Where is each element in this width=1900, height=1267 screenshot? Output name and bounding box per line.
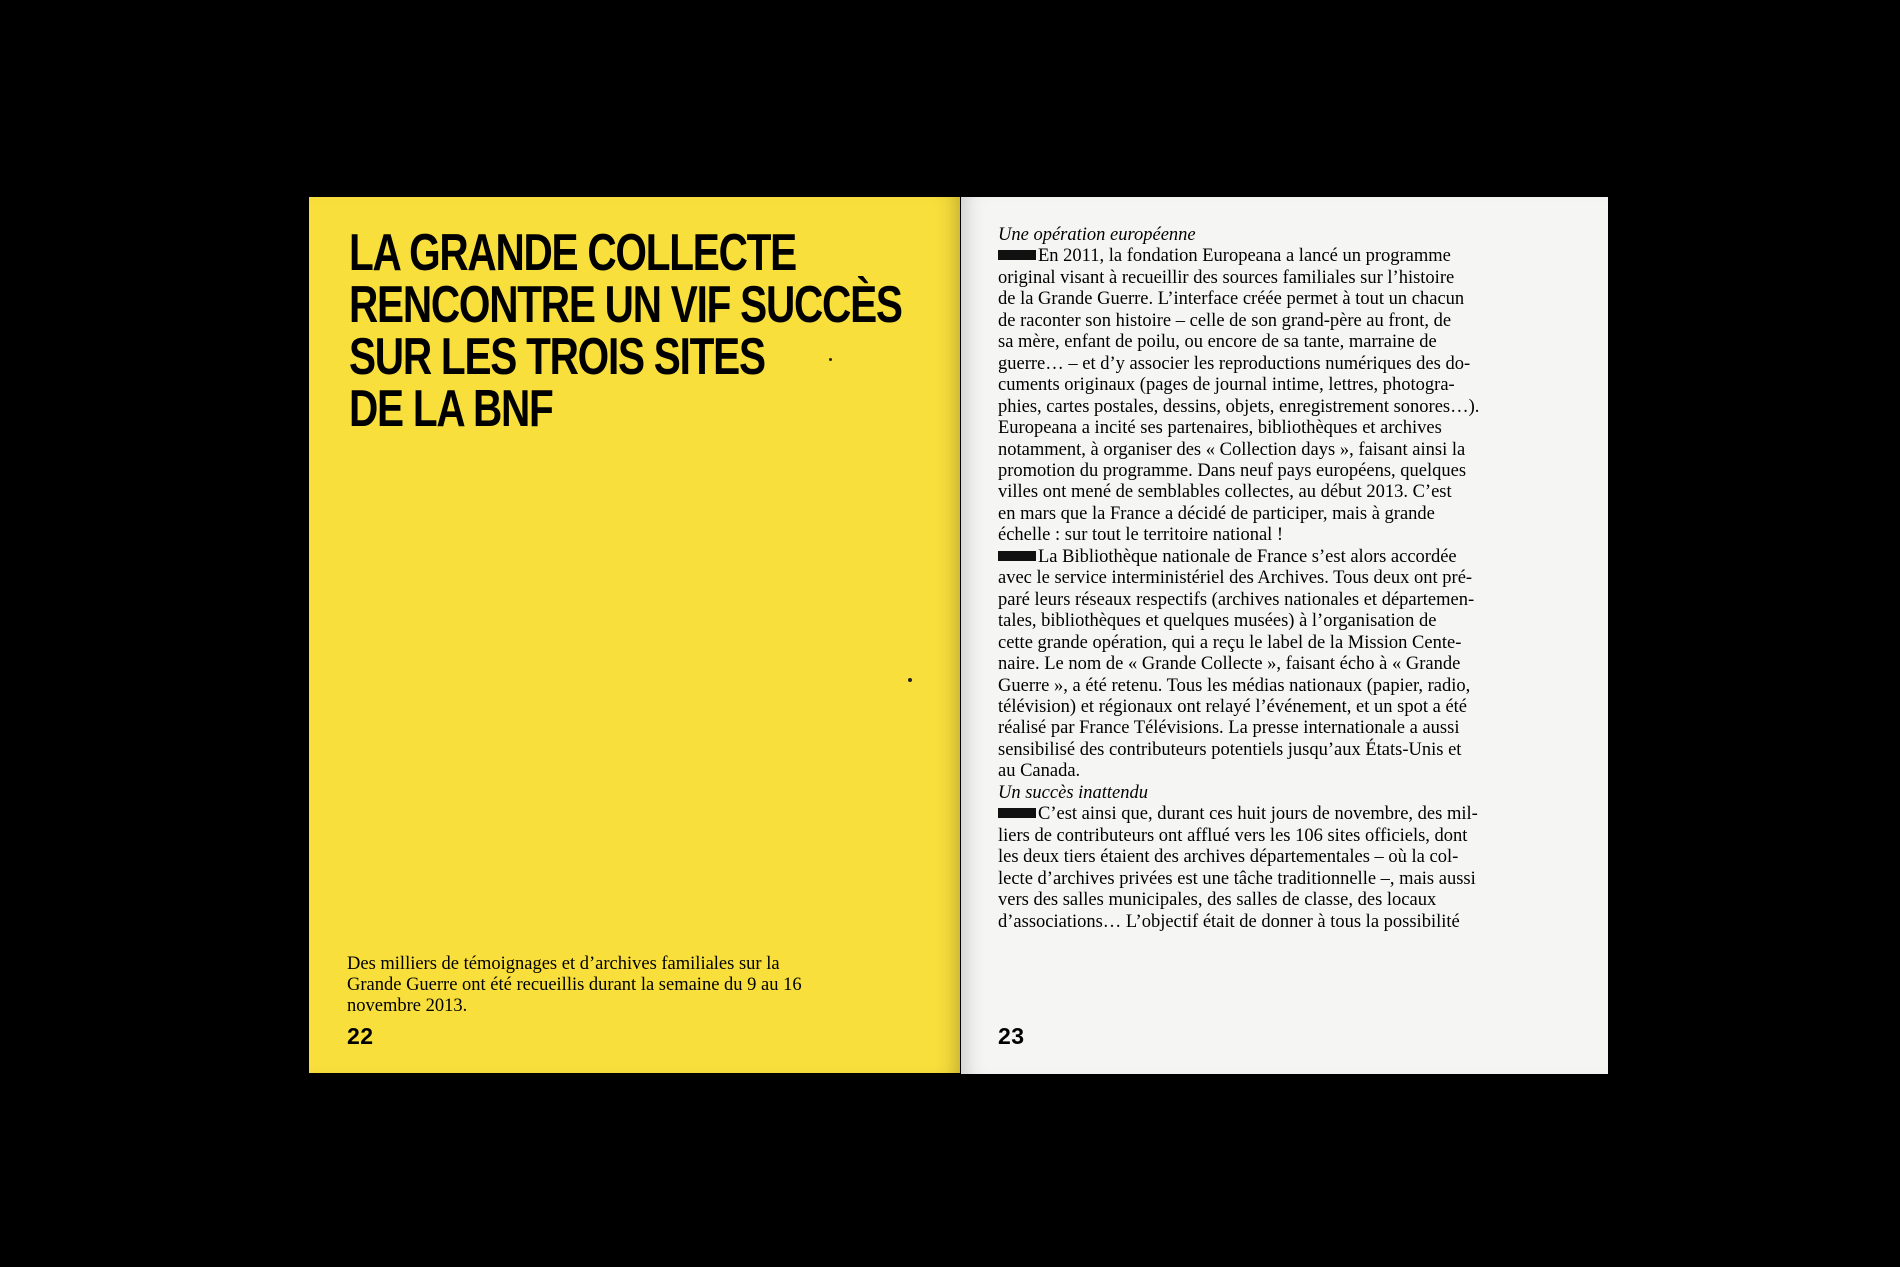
body-line: sa mère, enfant de poilu, ou encore de sa tante, marraine de <box>998 332 1437 353</box>
paper-speck <box>829 358 832 361</box>
headline-line: RENCONTRE UN VIF SUCCÈS <box>349 276 902 334</box>
paragraph-bar-icon <box>998 551 1036 561</box>
body-line: tales, bibliothèques et quelques musées) à l’organisation de <box>998 611 1437 632</box>
paragraph-bar-icon <box>998 808 1036 818</box>
paper-speck <box>908 678 912 682</box>
body-line: télévision) et régionaux ont relayé l’événement, et un spot a été <box>998 696 1468 717</box>
body-line: guerre… – et d’y associer les reproductions numériques des do- <box>998 353 1471 374</box>
body-text <box>998 225 1588 933</box>
body-line: cuments originaux (pages de journal intime, lettres, photogra- <box>998 375 1455 396</box>
body-line: Europeana a incité ses partenaires, bibliothèques et archives <box>998 418 1442 439</box>
headline-line: SUR LES TROIS SITES <box>349 328 765 386</box>
body-line: de la Grande Guerre. L’interface créée permet à tout un chacun <box>998 289 1465 310</box>
section-heading: Un succès inattendu <box>998 782 1149 803</box>
body-line: avec le service interministériel des Archives. Tous deux ont pré- <box>998 568 1473 589</box>
left-page <box>309 197 960 1073</box>
body-line: au Canada. <box>998 761 1081 782</box>
paragraph-start <box>998 804 1588 825</box>
body-line: lecte d’archives privées est une tâche traditionnelle –, mais aussi <box>998 868 1476 889</box>
body-line: cette grande opération, qui a reçu le label de la Mission Cente- <box>998 632 1462 653</box>
body-line: en mars que la France a décidé de participer, mais à grande <box>998 503 1435 524</box>
body-line: réalisé par France Télévisions. La presse internationale a aussi <box>998 718 1460 739</box>
body-line: notamment, à organiser des « Collection days », faisant ainsi la <box>998 439 1466 460</box>
lede-paragraph <box>347 954 917 1017</box>
body-line: promotion du programme. Dans neuf pays européens, quelques <box>998 460 1467 481</box>
body-line: de raconter son histoire – celle de son grand-père au front, de <box>998 310 1452 331</box>
lede-line: Grande Guerre ont été recueillis durant la semaine du 9 au 16 <box>347 975 802 995</box>
body-line: original visant à recueillir des sources familiales sur l’histoire <box>998 267 1455 288</box>
headline-line: DE LA BNF <box>349 380 553 438</box>
body-line: villes ont mené de semblables collectes, au début 2013. C’est <box>998 482 1452 503</box>
body-line: sensibilisé des contributeurs potentiels jusqu’aux États-Unis et <box>998 739 1462 760</box>
right-page <box>961 197 1608 1074</box>
page-number: 22 <box>347 1023 374 1049</box>
paragraph-start <box>998 547 1588 568</box>
body-line: phies, cartes postales, dessins, objets, enregistrement sonores…). <box>998 396 1480 417</box>
headline-line: LA GRANDE COLLECTE <box>349 224 796 282</box>
lede-line: Des milliers de témoignages et d’archives familiales sur la <box>347 954 780 974</box>
body-line: paré leurs réseaux respectifs (archives nationales et départemen- <box>998 589 1475 610</box>
body-line: La Bibliothèque nationale de France s’est alors accordée <box>1038 546 1457 567</box>
paragraph-bar-icon <box>998 250 1036 260</box>
body-line: C’est ainsi que, durant ces huit jours de novembre, des mil- <box>1038 804 1478 825</box>
body-line: liers de contributeurs ont afflué vers les 106 sites officiels, dont <box>998 825 1468 846</box>
body-line: d’associations… L’objectif était de donner à tous la possibilité <box>998 911 1460 932</box>
headline <box>349 224 902 438</box>
section-heading: Une opération européenne <box>998 225 1196 245</box>
body-line: les deux tiers étaient des archives départementales – où la col- <box>998 847 1459 868</box>
page-number: 23 <box>998 1023 1025 1049</box>
body-line: naire. Le nom de « Grande Collecte », faisant écho à « Grande <box>998 654 1461 675</box>
body-line: En 2011, la fondation Europeana a lancé un programme <box>1038 246 1451 267</box>
paragraph-start <box>998 246 1588 267</box>
lede-line: novembre 2013. <box>347 996 468 1016</box>
body-line: Guerre », a été retenu. Tous les médias nationaux (papier, radio, <box>998 675 1471 696</box>
body-line: échelle : sur tout le territoire national ! <box>998 525 1284 546</box>
body-line: vers des salles municipales, des salles de classe, des locaux <box>998 890 1437 911</box>
